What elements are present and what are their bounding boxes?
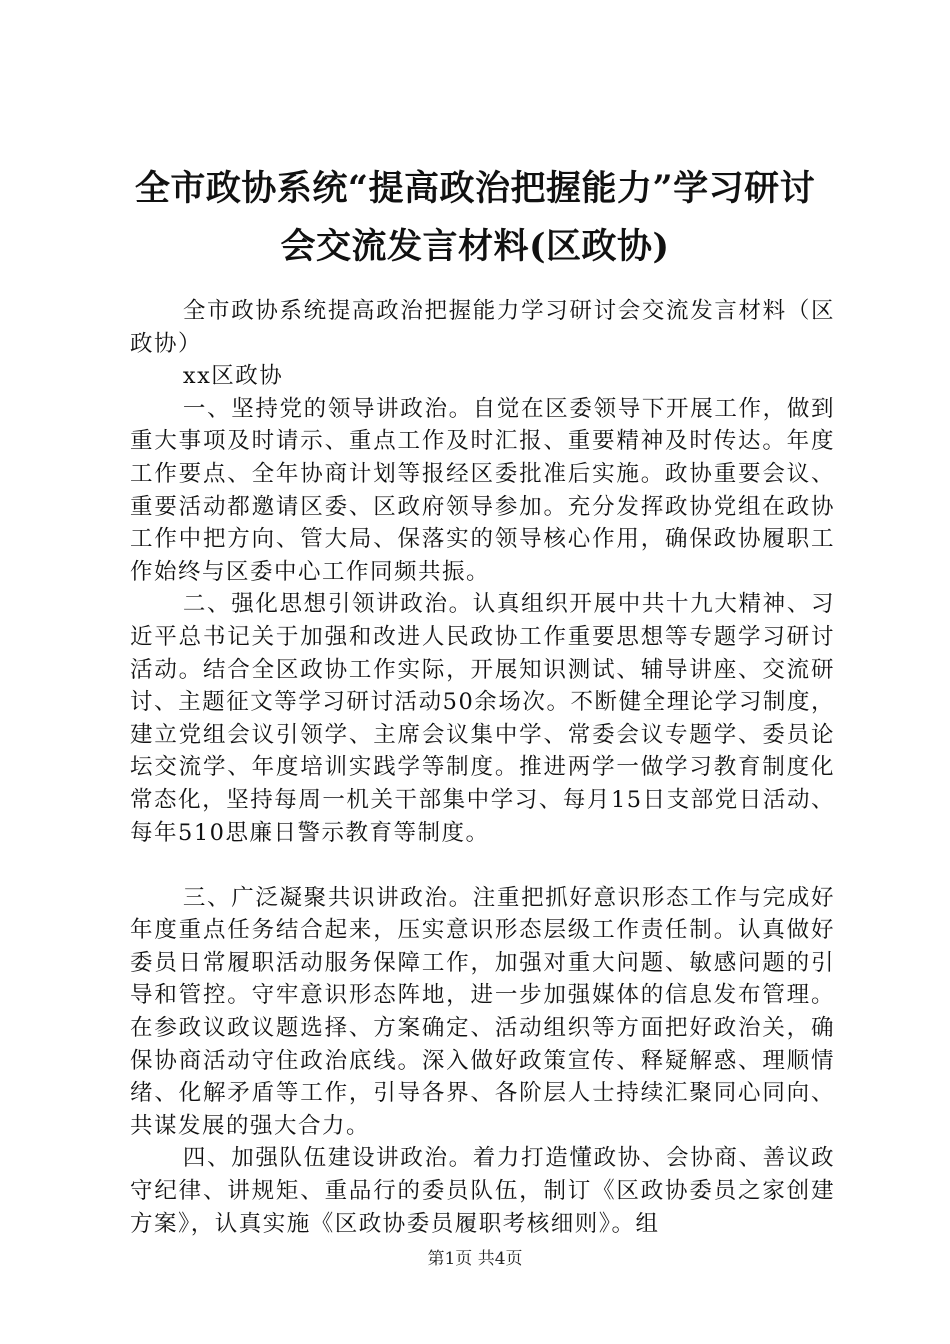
author-line: xx区政协 (182, 363, 284, 390)
page-footer: 第1页 共4页 (427, 1249, 523, 1269)
body-paragraph: 四、加强队伍建设讲政治。着力打造懂政协、会协商、善议政守纪律、讲规矩、重品行的委员队伍，制订《区政协委员之家创建方案》，认真实施《区政协委员履职考核细则》。组 (130, 1145, 835, 1237)
title-line-2: 会交流发言材料(区政协) (280, 226, 670, 267)
subtitle-paragraph: 全市政协系统提高政治把握能力学习研讨会交流发言材料（区政协） (130, 298, 835, 357)
title-line-1: 全市政协系统“提高政治把握能力”学习研讨 (134, 168, 816, 209)
body-paragraph: 一、坚持党的领导讲政治。自觉在区委领导下开展工作，做到重大事项及时请示、重点工作及时汇报、重要精神及时传达。年度工作要点、全年协商计划等报经区委批准后实施。政协重要会议、重要活动都邀请区委、区政府领导参加。充分发挥政协党组在政协工作中把方向、管大局、保落实的领导核心作用，确保政协履职工作始终与区委中心工作同频共振。 (130, 395, 835, 585)
document-title (110, 160, 840, 276)
body-paragraph: 二、强化思想引领讲政治。认真组织开展中共十九大精神、习近平总书记关于加强和改进人民政协工作重要思想等专题学习研讨活动。结合全区政协工作实际，开展知识测试、辅导讲座、交流研讨、主题征文等学习研讨活动50余场次。不断健全理论学习制度，建立党组会议引领学、主席会议集中学、常委会议专题学、委员论坛交流学、年度培训实践学等制度。推进两学一做学习教育制度化常态化，坚持每周一机关干部集中学习、每月15日支部党日活动、每年510思廉日警示教育等制度。 (130, 591, 835, 846)
document-body (130, 295, 835, 1240)
body-paragraph: 三、广泛凝聚共识讲政治。注重把抓好意识形态工作与完成好年度重点任务结合起来，压实意识形态层级工作责任制。认真做好委员日常履职活动服务保障工作，加强对重大问题、敏感问题的引导和管控。守牢意识形态阵地，进一步加强媒体的信息发布管理。在参政议政议题选择、方案确定、活动组织等方面把好政治关，确保协商活动守住政治底线。深入做好政策宣传、释疑解惑、理顺情绪、化解矛盾等工作，引导各界、各阶层人士持续汇聚同心同向、共谋发展的强大合力。 (130, 884, 835, 1139)
